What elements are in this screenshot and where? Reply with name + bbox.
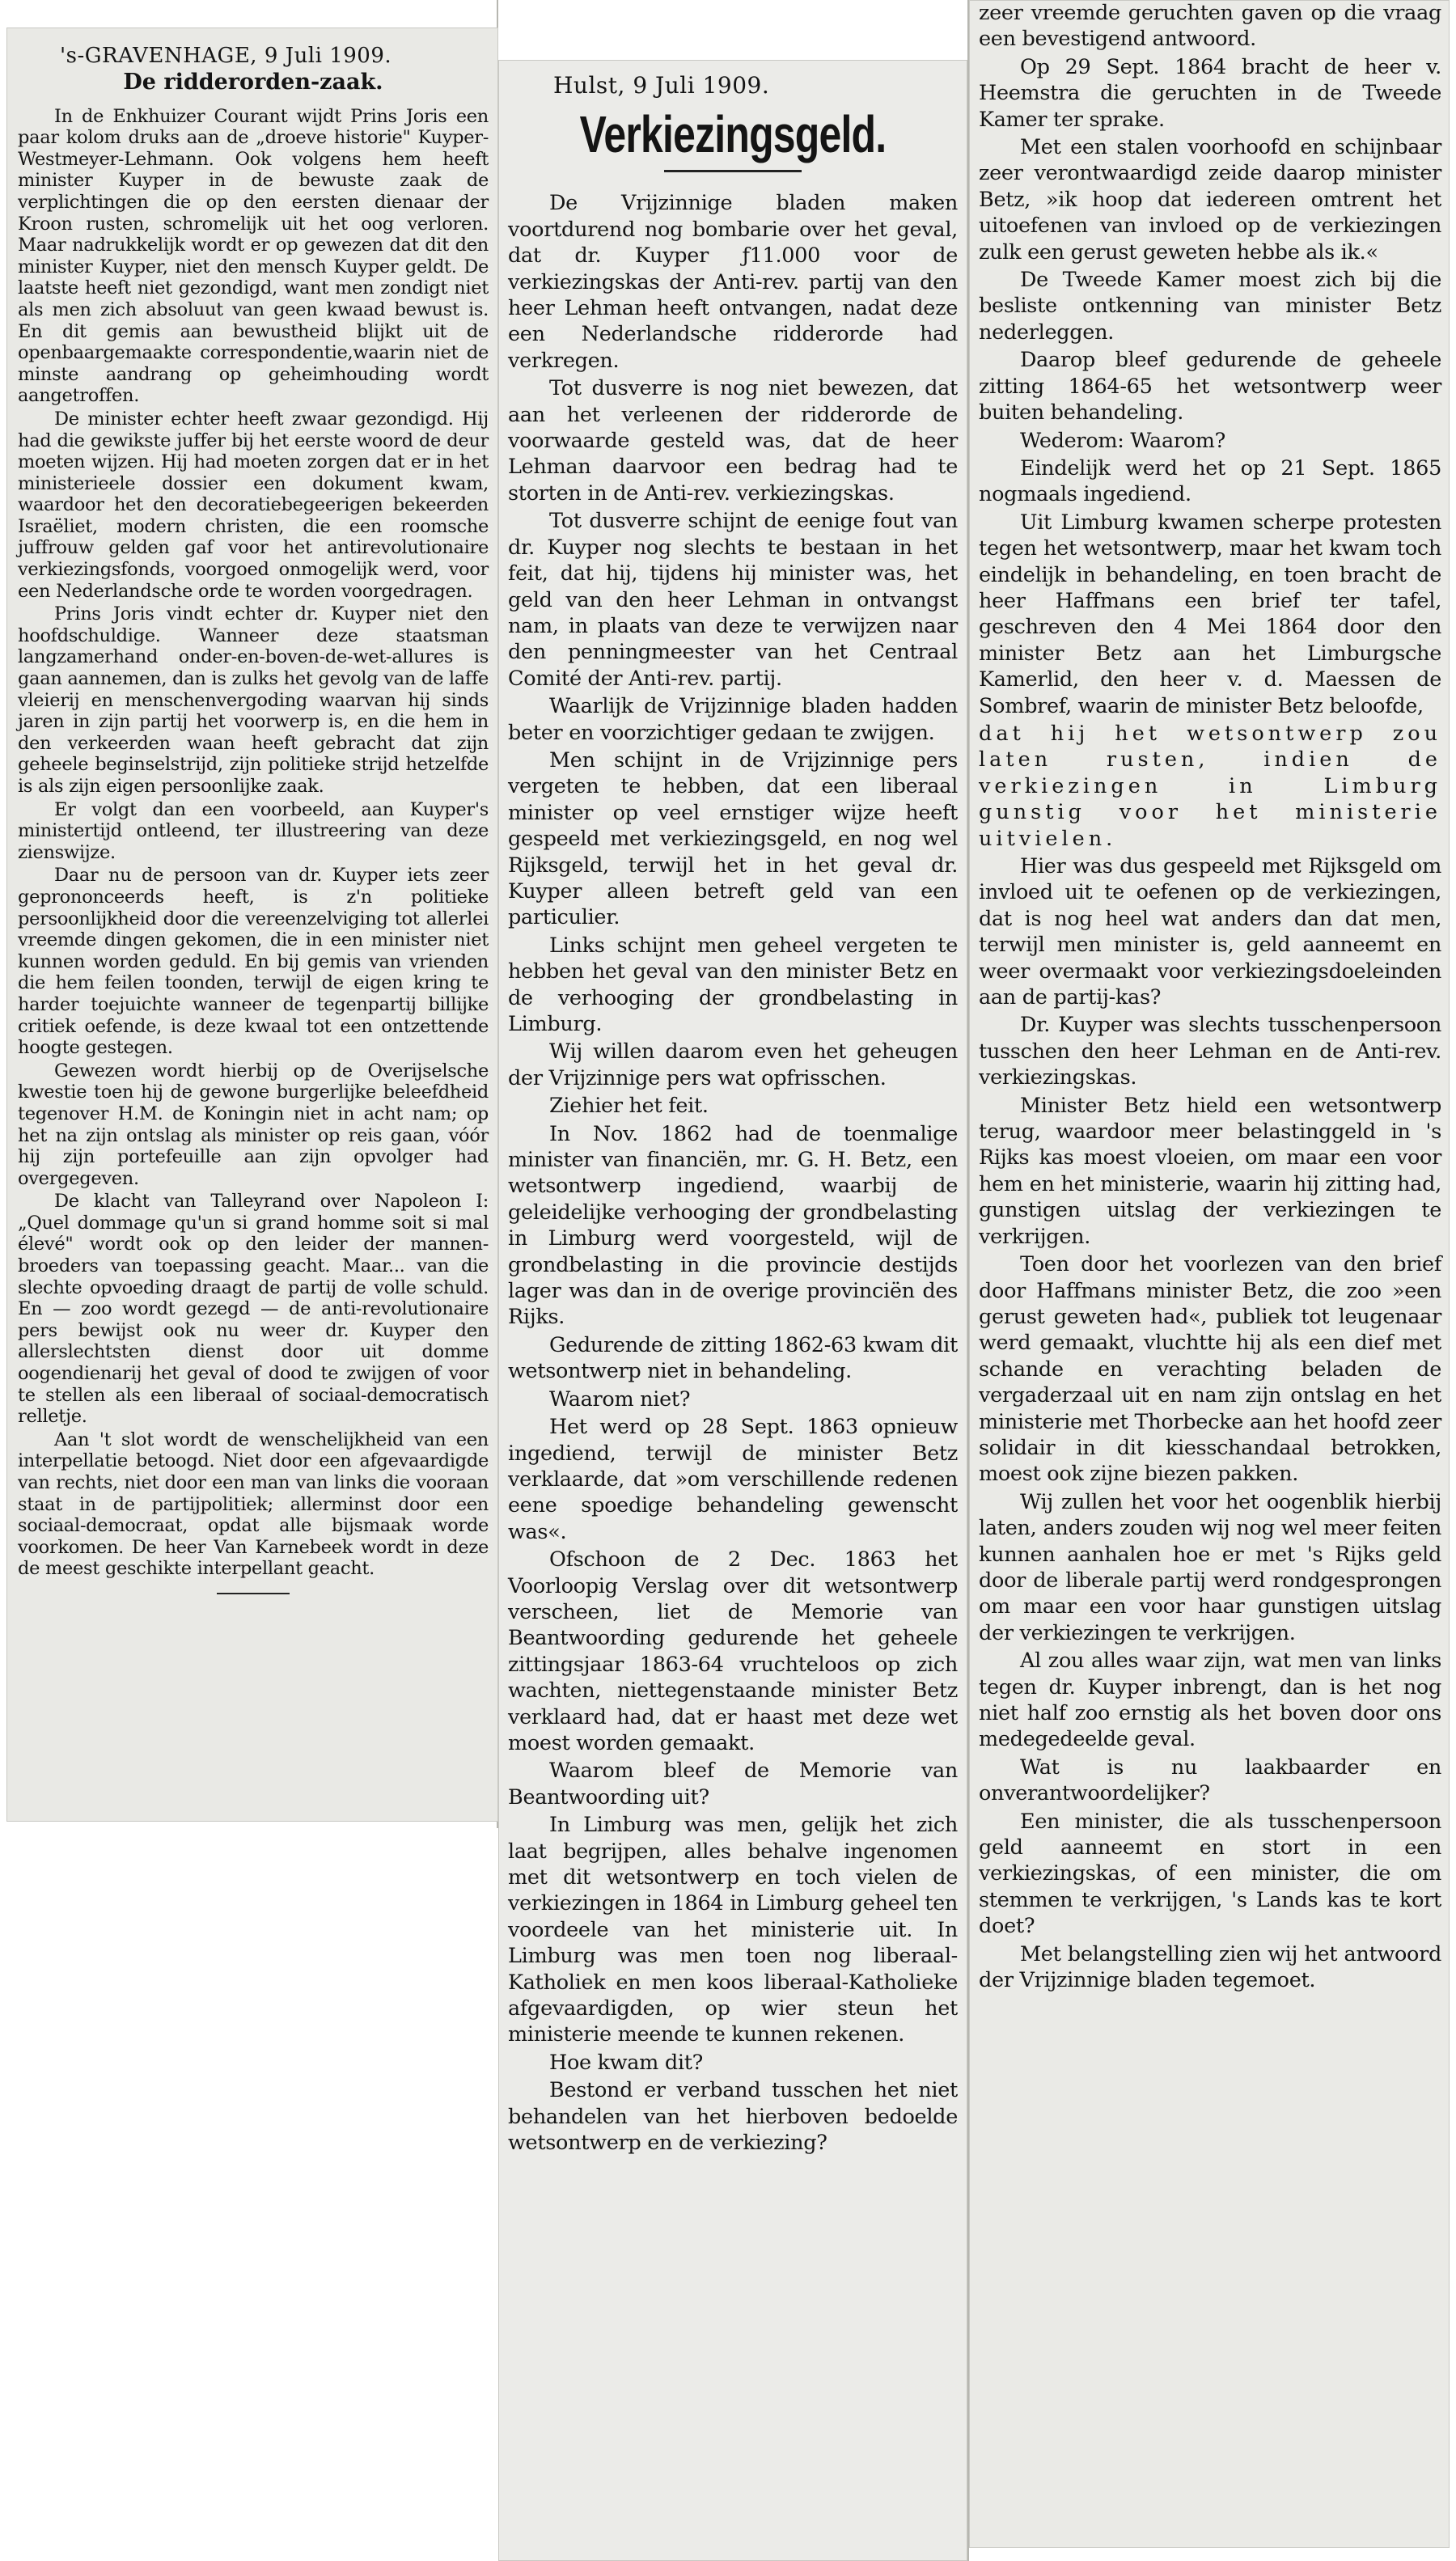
paragraph: Met een stalen voorhoofd en schijnbaar zeer verontwaardigd zeide daarop minister Betz, »ik hoop dat iedereen omtrent het uitoefenen van invloed op de verkiezingen zulk een gerust geweten hebbe als ik.«: [979, 135, 1441, 265]
paragraph: Tot dusverre is nog niet bewezen, dat aan het verleenen der ridderorde de voorwaarde gesteld was, dat de heer Lehman daarvoor een bedrag had te storten in de Anti-rev. verkiezingskas.: [508, 376, 958, 506]
paragraph: Gedurende de zitting 1862-63 kwam dit wetsontwerp niet in behandeling.: [508, 1332, 958, 1384]
paragraph: In Nov. 1862 had de toenmalige minister van financiën, mr. G. H. Betz, een wetsontwerp ingediend, waarbij de geleidelijke verhooging der grondbelasting in Limburg werd voorgesteld, wijl de grondbelasting in die provincie destijds lager was dan in de overige provinciën des Rijks.: [508, 1121, 958, 1330]
paragraph: Hier was dus gespeeld met Rijksgeld om invloed uit te oefenen op de verkiezingen, dat is nog heel wat anders dan dat men, terwijl men minister is, geld aanneemt en weer overmaakt voor verkiezingsdoeleinden aan de partij-kas?: [979, 854, 1441, 1010]
paragraph: Daarop bleef gedurende de geheele zitting 1864-65 het wetsontwerp weer buiten behandeling.: [979, 348, 1441, 425]
paragraph: De Vrijzinnige bladen maken voortdurend nog bombarie over het geval, dat dr. Kuyper ƒ11.000 voor de verkiezingskas der Anti-rev. partij van den heer Lehman heeft ontvangen, nadat deze een Nederlandsche ridderorde had verkregen.: [508, 191, 958, 373]
paragraph: Al zou alles waar zijn, wat men van links tegen dr. Kuyper inbrengt, dan is het nog niet half zoo ernstig als het boven door ons medegedeelde geval.: [979, 1649, 1441, 1752]
paragraph: Waarom niet?: [549, 1386, 691, 1412]
paragraph: De Tweede Kamer moest zich bij die besliste ontkenning van minister Betz nederleggen.: [979, 268, 1441, 345]
article-masthead: Verkiezingsgeld.: [579, 105, 887, 164]
paragraph: Toen door het voorlezen van den brief door Haffmans minister Betz, die zoo »een gerust geweten had«, publiek tot leugenaar werd gemaakt, vluchtte hij als een dief met schande en verachting beladen de vergaderzaal uit en nam zijn ontslag en het ministerie met Thorbecke aan het hoofd zeer solidair in dit kiesschandaal betrokken, moest ook zijne biezen pakken.: [979, 1252, 1441, 1487]
paragraph: In Limburg was men, gelijk het zich laat begrijpen, alles behalve ingenomen met dit wetsontwerp en toch vielen de verkiezingen in 1864 in Limburg geheel ten voordeele van het ministerie uit. In Limburg was men toen nog liberaal-Katholiek en men koos liberaal-Katholieke afgevaardigden, op wier steun het ministerie meende te kunnen rekenen.: [508, 1813, 958, 2047]
paragraph: Daar nu de persoon van dr. Kuyper iets zeer geprononceerds heeft, is z'n politieke persoonlijkheid door die vereenzelviging tot allerlei vreemde dingen gekomen, die in een minister niet kunnen worden geduld. En bij gemis van vrienden die hem feilen toonden, terwijl de eigen kring te harder toejuichte wanneer de tegenpartij billijke critiek oefende, is deze kwaal tot een ontzettende hoogte gestegen.: [18, 865, 489, 1059]
paragraph: Gewezen wordt hierbij op de Overijselsche kwestie toen hij de gewone burgerlijke beleefdheid tegenover H.M. de Koningin niet in acht nam; op het na zijn ontslag als minister op reis gaan, vóór hij zijn portefeuille aan zijn opvolger had overgegeven.: [18, 1060, 489, 1189]
clipping-continuation: [969, 0, 1450, 2548]
paragraph: Prins Joris vindt echter dr. Kuyper niet den hoofdschuldige. Wanneer deze staatsman langzamerhand onder-en-boven-de-wet-allures is gaan aannemen, dan is zulks het gevolg van de laffe vleierij en menschenvergoding waarvan hij sinds jaren in zijn partij het voorwerp is, en die hem in den verkeerden waan heeft gebracht dat zijn geheele beginselstrijd, zijn politieke strijd hetzelfde is als zijn eigen persoonlijke zaak.: [18, 603, 489, 797]
paragraph: Bestond er verband tusschen het niet behandelen van het hierboven bedoelde wetsontwerp en de verkiezing?: [508, 2078, 958, 2156]
paragraph: Het werd op 28 Sept. 1863 opnieuw ingediend, terwijl de minister Betz verklaarde, dat »om verschillende redenen eene spoedige behandeling gewenscht was«.: [508, 1415, 958, 1544]
paragraph: De klacht van Talleyrand over Napoleon I: „Quel dommage qu'un si grand homme soit si mal élevé" wordt ook op den leider der mannen-broeders van toepassing geacht. Maar... van die slechte opvoeding draagt de partij de volle schuld. En — zoo wordt gezegd — de anti-revolutionaire pers bewijst ook nu weer dr. Kuyper den allerslechtsten dienst door uit domme oogendienarij het geval of dood te zwijgen of voor te stellen als een liberaal of sociaal-democratisch relletje.: [18, 1191, 489, 1428]
paragraph: Hoe kwam dit?: [549, 2050, 704, 2075]
end-rule: [217, 1593, 290, 1594]
paragraph: In de Enkhuizer Courant wijdt Prins Joris een paar kolom druks aan de „droeve historie" Kuyper-Westmeyer-Lehmann. Ook volgens hem heeft minister Kuyper in de bewuste zaak de verplichtingen die op den eersten dienaar der Kroon rusten, schromelijk uit het oog verloren. Maar nadrukkelijk wordt er op gewezen dat dit den minister Kuyper, niet den mensch Kuyper geldt. De laatste heeft niet gezondigd, want men zondigt niet als men zich absoluut van geen kwaad bewust is. En dit gemis aan bewustheid blijkt uit de openbaargemaakte correspondentie,waarin niet de minste aandrang op geheimhouding wordt aangetroffen.: [18, 105, 489, 407]
paragraph: Ofschoon de 2 Dec. 1863 het Voorloopig Verslag over dit wetsontwerp verscheen, liet de Memorie van Beantwoording gedurende het geheele zittingsjaar 1863-64 vruchteloos op zich wachten, niettegenstaande minister Betz verklaard had, dat er haast met deze wet moest worden gemaakt.: [508, 1547, 958, 1755]
dateline: Hulst, 9 Juli 1909.: [553, 72, 770, 99]
paragraph: Wij zullen het voor het oogenblik hierbij laten, anders zouden wij nog wel meer feiten kunnen aanhalen hoe er met 's Rijks geld door de liberale partij werd rondgesprongen om maar een voor haar gunstigen uitslag der verkiezingen te verkrijgen.: [979, 1489, 1441, 1645]
paragraph: Tot dusverre schijnt de eenige fout van dr. Kuyper nog slechts te bestaan in het feit, dat hij, tijdens hij minister was, het geld van den heer Lehman in ontvangst nam, in plaats van deze te verwijzen naar den penningmeester van het Centraal Comité der Anti-rev. partij.: [508, 509, 958, 691]
paragraph: Met belangstelling zien wij het antwoord der Vrijzinnige bladen tegemoet.: [979, 1941, 1441, 1993]
paragraph: Wat is nu laakbaarder en onverantwoordelijker?: [979, 1755, 1441, 1806]
title-rule: [664, 170, 802, 172]
paragraph: Wederom: Waarom?: [1020, 428, 1226, 453]
paragraph: Ziehier het feit.: [549, 1094, 709, 1119]
paragraph-spaced: dat hij het wetsontwerp zou laten rusten, indien de verkiezingen in Limburg gunstig voor het ministerie uitvielen.: [979, 721, 1441, 851]
paragraph: De minister echter heeft zwaar gezondigd. Hij had die gewikste juffer bij het eerste woord de deur moeten wijzen. Hij had moeten zorgen dat er in het ministerieele dossier een dokument kwam, waardoor het den decoratiebegeerigen bekeerden Israëliet, modern christen, die een roomsche juffrouw gelden gaf voor het antirevolutionaire verkiezingsfonds, voorgoed onmogelijk werd, voor een Nederlandsche orde te worden voorgedragen.: [18, 408, 489, 602]
clipping-verkiezingsgeld: [498, 60, 967, 2561]
paragraph: zeer vreemde geruchten gaven op die vraag een bevestigend antwoord.: [979, 1, 1441, 52]
paragraph: Minister Betz hield een wetsontwerp terug, waardoor meer belastinggeld in 's Rijks kas moest vloeien, om maar een voor hem en het ministerie, waarin hij zitting had, gunstigen uitslag der verkiezingen te verkrijgen.: [979, 1093, 1441, 1249]
paragraph: Een minister, die als tusschenpersoon geld aanneemt en stort in een verkiezingskas, of een minister, die om stemmen te verkrijgen, 's Lands kas te kort doet?: [979, 1809, 1441, 1939]
paragraph: Waarom bleef de Memorie van Beantwoording uit?: [508, 1759, 958, 1810]
clipping-ridderorden: [6, 28, 498, 1822]
paragraph: Wij willen daarom even het geheugen der Vrijzinnige pers wat opfrisschen.: [508, 1039, 958, 1090]
paragraph: Men schijnt in de Vrijzinnige pers vergeten te hebben, dat een liberaal minister op veel ernstiger wijze heeft gespeeld met verkiezingsgeld, en nog wel Rijksgeld, terwijl het in het geval dr. Kuyper alleen betreft geld van een particulier.: [508, 747, 958, 930]
dateline: 's-GRAVENHAGE, 9 Juli 1909.: [60, 44, 392, 68]
paragraph: Uit Limburg kwamen scherpe protesten tegen het wetsontwerp, maar het kwam toch eindelijk in behandeling, en toen bracht de heer Haffmans een brief ter tafel, geschreven den 4 Mei 1864 door den minister Betz aan het Limburgsche Kamerlid, den heer v. d. Maessen de Sombref, waarin de minister Betz beloofde,: [979, 510, 1441, 718]
article-heading: De ridderorden-zaak.: [123, 69, 383, 95]
paragraph: Op 29 Sept. 1864 bracht de heer v. Heemstra die geruchten in de Tweede Kamer ter sprake.: [979, 54, 1441, 132]
paragraph: Er volgt dan een voorbeeld, aan Kuyper's ministertijd ontleend, ter illustreering van deze zienswijze.: [18, 798, 489, 863]
paragraph: Links schijnt men geheel vergeten te hebben het geval van den minister Betz en de verhooging der grondbelasting in Limburg.: [508, 933, 958, 1036]
paragraph: Dr. Kuyper was slechts tusschenpersoon tusschen den heer Lehman en de Anti-rev. verkiezingskas.: [979, 1013, 1441, 1090]
paragraph: Waarlijk de Vrijzinnige bladen hadden beter en voorzichtiger gedaan te zwijgen.: [508, 694, 958, 745]
paragraph: Aan 't slot wordt de wenschelijkheid van een interpellatie betoogd. Niet door een afgevaardigde van rechts, niet door een man van links die vooraan staat in de partijpolitiek; allerminst door een sociaal-democraat, opdat alle bijsmaak worde voorkomen. De heer Van Karnebeek wordt in deze de meest geschikte interpellant geacht.: [18, 1429, 489, 1580]
paragraph: Eindelijk werd het op 21 Sept. 1865 nogmaals ingediend.: [979, 455, 1441, 507]
